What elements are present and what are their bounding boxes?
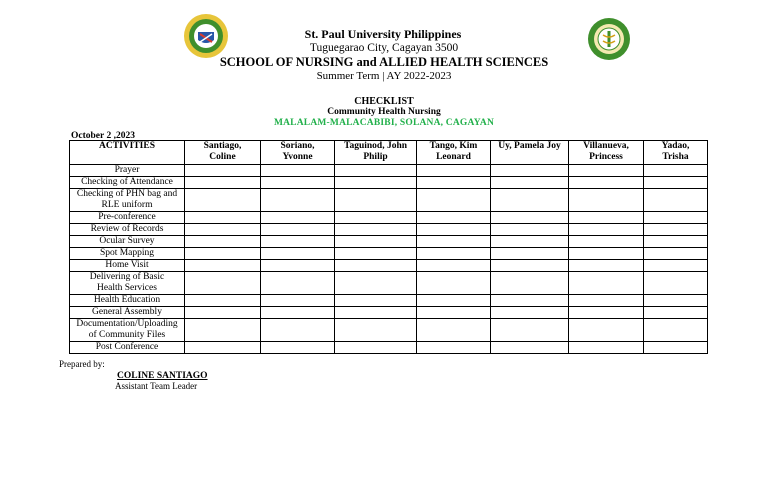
activity-label: Prayer — [114, 165, 140, 175]
check-cell — [569, 272, 644, 295]
table-row — [70, 307, 708, 319]
check-cell — [185, 342, 261, 354]
check-cell — [417, 307, 491, 319]
check-cell — [644, 319, 708, 342]
student-column-header — [417, 141, 491, 165]
header-text: Trisha — [662, 152, 689, 162]
university-name: St. Paul University Philippines — [304, 27, 462, 41]
header-text: Soriano, — [280, 141, 315, 151]
check-cell — [644, 224, 708, 236]
header-text: Philip — [363, 152, 388, 162]
student-column-header — [185, 141, 261, 165]
activity-label: General Assembly — [92, 307, 162, 317]
student-column-header — [569, 141, 644, 165]
check-cell — [185, 260, 261, 272]
check-cell — [491, 295, 569, 307]
table-header-row — [70, 141, 708, 165]
activity-cell — [70, 165, 185, 177]
check-cell — [569, 165, 644, 177]
header-text: Tango, Kim — [429, 141, 478, 151]
header-text: Coline — [209, 152, 236, 162]
check-cell — [261, 260, 335, 272]
check-cell — [569, 307, 644, 319]
check-cell — [335, 260, 417, 272]
university-city: Tuguegarao City, Cagayan 3500 — [309, 42, 459, 54]
check-cell — [644, 189, 708, 212]
activity-label: Review of Records — [90, 224, 164, 234]
check-cell — [335, 177, 417, 189]
document-location: MALALAM-MALACABIBI, SOLANA, CAGAYAN — [273, 118, 495, 128]
check-cell — [644, 260, 708, 272]
student-column-header — [261, 141, 335, 165]
academic-term: Summer Term | AY 2022-2023 — [316, 70, 452, 82]
check-cell — [644, 236, 708, 248]
activity-cell — [70, 177, 185, 189]
check-cell — [491, 165, 569, 177]
activity-label: of Community Files — [88, 330, 166, 340]
activity-cell — [70, 189, 185, 212]
prepared-by-label: Prepared by: — [59, 359, 105, 369]
check-cell — [569, 295, 644, 307]
check-cell — [261, 272, 335, 295]
check-cell — [569, 177, 644, 189]
student-column-header — [335, 141, 417, 165]
check-cell — [335, 165, 417, 177]
check-cell — [417, 165, 491, 177]
check-cell — [491, 272, 569, 295]
check-cell — [491, 177, 569, 189]
check-cell — [417, 224, 491, 236]
table-row — [70, 236, 708, 248]
activity-cell — [70, 260, 185, 272]
table-row — [70, 260, 708, 272]
activity-label: Ocular Survey — [99, 236, 155, 246]
check-cell — [417, 177, 491, 189]
check-cell — [491, 319, 569, 342]
check-cell — [335, 319, 417, 342]
check-cell — [644, 295, 708, 307]
check-cell — [185, 177, 261, 189]
check-cell — [335, 295, 417, 307]
activity-label: Pre-conference — [98, 212, 156, 222]
check-cell — [569, 319, 644, 342]
checklist-date: October 2 ,2023 — [71, 131, 135, 141]
activity-label: RLE uniform — [101, 200, 153, 210]
check-cell — [261, 295, 335, 307]
activity-cell — [70, 212, 185, 224]
table-row — [70, 295, 708, 307]
document-title: CHECKLIST — [354, 96, 414, 107]
check-cell — [185, 224, 261, 236]
activity-label: Checking of Attendance — [81, 177, 173, 187]
table-row — [70, 342, 708, 354]
preparer-role: Assistant Team Leader — [115, 381, 198, 391]
activity-cell — [70, 307, 185, 319]
check-cell — [569, 260, 644, 272]
check-cell — [261, 189, 335, 212]
table-row — [70, 224, 708, 236]
check-cell — [644, 212, 708, 224]
check-cell — [417, 189, 491, 212]
checklist-table — [69, 140, 708, 354]
activity-label: Post Conference — [95, 342, 159, 352]
activity-label: Documentation/Uploading — [76, 319, 178, 329]
check-cell — [491, 307, 569, 319]
activities-header — [70, 141, 185, 165]
activity-cell — [70, 248, 185, 260]
check-cell — [569, 212, 644, 224]
activity-cell — [70, 272, 185, 295]
student-column-header — [491, 141, 569, 165]
check-cell — [335, 224, 417, 236]
check-cell — [261, 236, 335, 248]
activity-label: Spot Mapping — [99, 248, 155, 258]
check-cell — [261, 177, 335, 189]
check-cell — [569, 236, 644, 248]
check-cell — [185, 189, 261, 212]
activity-label: Delivering of Basic — [89, 272, 165, 282]
check-cell — [569, 248, 644, 260]
check-cell — [644, 307, 708, 319]
check-cell — [491, 189, 569, 212]
header-text: Princess — [589, 152, 623, 162]
check-cell — [644, 342, 708, 354]
check-cell — [569, 224, 644, 236]
table-row — [70, 319, 708, 342]
check-cell — [261, 342, 335, 354]
table-row — [70, 189, 708, 212]
check-cell — [417, 295, 491, 307]
check-cell — [335, 307, 417, 319]
check-cell — [335, 189, 417, 212]
check-cell — [185, 272, 261, 295]
header-text: ACTIVITIES — [99, 141, 155, 151]
check-cell — [185, 165, 261, 177]
check-cell — [491, 212, 569, 224]
check-cell — [261, 319, 335, 342]
activity-label: Health Services — [97, 283, 157, 293]
activity-cell — [70, 236, 185, 248]
header-text: Uy, Pamela Joy — [498, 141, 561, 151]
table-row — [70, 212, 708, 224]
table-row — [70, 272, 708, 295]
letterhead — [0, 27, 768, 83]
activity-cell — [70, 224, 185, 236]
activity-label: Checking of PHN bag and — [76, 189, 178, 199]
check-cell — [185, 319, 261, 342]
header-text: Yvonne — [282, 152, 313, 162]
check-cell — [644, 177, 708, 189]
check-cell — [491, 342, 569, 354]
check-cell — [491, 224, 569, 236]
check-cell — [335, 248, 417, 260]
table-row — [70, 165, 708, 177]
check-cell — [261, 212, 335, 224]
check-cell — [335, 236, 417, 248]
check-cell — [185, 307, 261, 319]
check-cell — [185, 236, 261, 248]
check-cell — [185, 295, 261, 307]
check-cell — [261, 224, 335, 236]
check-cell — [417, 342, 491, 354]
check-cell — [417, 272, 491, 295]
check-cell — [261, 248, 335, 260]
check-cell — [644, 165, 708, 177]
check-cell — [491, 260, 569, 272]
activity-cell — [70, 342, 185, 354]
activity-label: Health Education — [93, 295, 161, 305]
check-cell — [569, 189, 644, 212]
check-cell — [335, 272, 417, 295]
activity-cell — [70, 319, 185, 342]
check-cell — [644, 248, 708, 260]
activity-label: Home Visit — [105, 260, 149, 270]
document-subject: Community Health Nursing — [327, 107, 441, 117]
check-cell — [417, 319, 491, 342]
header-text: Santiago, — [203, 141, 242, 151]
check-cell — [491, 236, 569, 248]
activity-cell — [70, 295, 185, 307]
check-cell — [335, 212, 417, 224]
header-text: Villanueva, — [583, 141, 629, 151]
header-text: Taguinod, John — [343, 141, 408, 151]
school-name: SCHOOL OF NURSING and ALLIED HEALTH SCIENCES — [219, 55, 549, 69]
check-cell — [644, 272, 708, 295]
check-cell — [417, 260, 491, 272]
check-cell — [491, 248, 569, 260]
table-row — [70, 177, 708, 189]
check-cell — [185, 248, 261, 260]
check-cell — [261, 165, 335, 177]
header-text: Leonard — [436, 152, 471, 162]
table-row — [70, 248, 708, 260]
check-cell — [417, 212, 491, 224]
check-cell — [261, 307, 335, 319]
check-cell — [569, 342, 644, 354]
check-cell — [417, 236, 491, 248]
header-text: Yadao, — [661, 141, 690, 151]
check-cell — [417, 248, 491, 260]
student-column-header — [644, 141, 708, 165]
check-cell — [335, 342, 417, 354]
document-title-block — [0, 96, 768, 129]
preparer-name: COLINE SANTIAGO — [117, 371, 208, 381]
check-cell — [185, 212, 261, 224]
